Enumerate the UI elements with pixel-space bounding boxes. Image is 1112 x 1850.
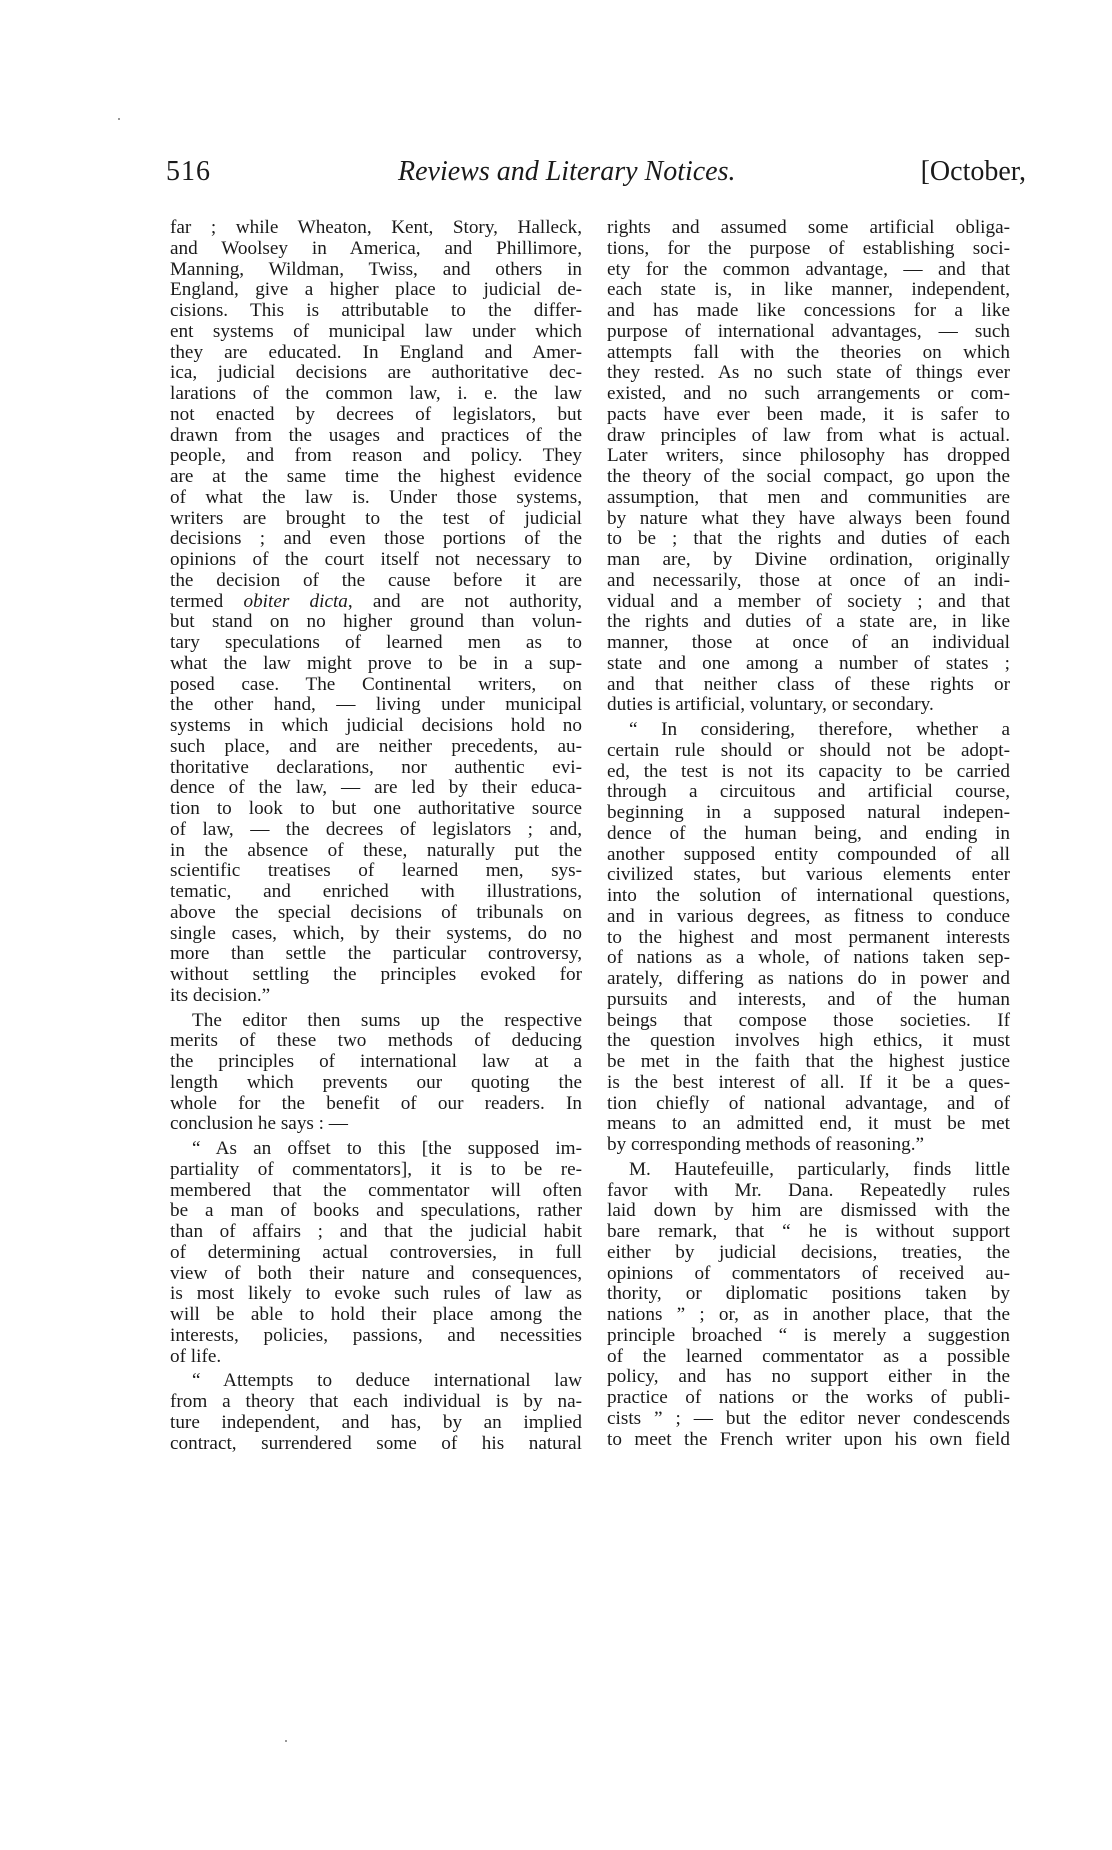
text-line: they rested. As no such state of things ever (607, 362, 1010, 384)
text-line: people, and from reason and policy. They (170, 445, 582, 467)
text-line: of law, — the decrees of legislators ; and, (170, 818, 582, 840)
text-line: the decision of the cause before it are (170, 569, 582, 591)
text-line: scientific treatises of learned men, sys- (170, 860, 582, 882)
text-line: more than settle the particular controversy, (170, 943, 582, 965)
text-line: above the special decisions of tribunals on (170, 901, 582, 923)
text-line: conclusion he says : — (170, 1113, 348, 1135)
text-line: “ Attempts to deduce international law (192, 1370, 582, 1392)
text-line: not enacted by decrees of legislators, but (170, 403, 582, 425)
text-line: dence of the law, — are led by their educa- (170, 777, 582, 799)
text-line: are at the same time the highest evidence (170, 466, 582, 487)
text-line: whole for the benefit of our readers. In (170, 1092, 582, 1114)
text-line: ica, judicial decisions are authoritative dec- (170, 362, 582, 384)
text-line: contract, surrendered some of his natural (170, 1432, 582, 1454)
text-line: far ; while Wheaton, Kent, Story, Halleck, (170, 217, 582, 238)
text-line: tion to look to but one authoritative source (170, 798, 582, 819)
text-line: purpose of international advantages, — such (607, 320, 1010, 342)
text-line: to meet the French writer upon his own field (607, 1428, 1010, 1450)
text-line: the other hand, — living under municipal (170, 694, 582, 716)
text-line: either by judicial decisions, treaties, the (607, 1241, 1010, 1263)
text-line: bare remark, that “ he is without support (607, 1221, 1010, 1242)
text-line: cists ” ; — but the editor never condescends (607, 1407, 1010, 1429)
running-header (166, 156, 1026, 192)
text-line: and that neither class of these rights or (607, 673, 1010, 695)
text-line: in the absence of these, naturally put the (170, 839, 582, 861)
text-line: cisions. This is attributable to the differ- (170, 300, 582, 321)
text-line: M. Hautefeuille, particularly, finds little (629, 1158, 1010, 1180)
text-line: each state is, in like manner, independent, (607, 279, 1010, 301)
text-line: systems in which judicial decisions hold no (170, 715, 582, 736)
text-line: be a man of books and speculations, rather (170, 1200, 582, 1222)
text-line: ture independent, and has, by an implied (170, 1411, 582, 1433)
text-line: certain rule should or should not be adopt- (607, 739, 1010, 761)
text-line: laid down by him are dismissed with the (607, 1200, 1010, 1222)
text-line: Later writers, since philosophy has dropped (607, 445, 1010, 467)
text-line: opinions of commentators of received au- (607, 1262, 1010, 1284)
text-line: drawn from the usages and practices of the (170, 424, 582, 446)
paragraph (170, 1139, 582, 1367)
text-line: means to an admitted end, it must be met (607, 1113, 1010, 1135)
text-line: will be able to hold their place among the (170, 1304, 582, 1325)
paragraph (607, 720, 1010, 1156)
text-line: of determining actual controversies, in full (170, 1241, 582, 1263)
stray-mark (285, 1740, 287, 1742)
text-line: and Woolsey in America, and Phillimore, (170, 237, 582, 259)
text-line: to the highest and most permanent interests (607, 926, 1010, 948)
text-line: manner, those at once of an individual (607, 632, 1010, 653)
text-line: partiality of commentators], it is to be re- (170, 1158, 582, 1180)
text-line: beings that compose those societies. If (607, 1009, 1010, 1031)
text-line: the question involves high ethics, it must (607, 1030, 1010, 1052)
text-line: tions, for the purpose of establishing soci- (607, 237, 1010, 259)
text-line: of what the law is. Under those systems, (170, 486, 582, 508)
text-line: view of both their nature and consequences, (170, 1262, 582, 1284)
text-line: Manning, Wildman, Twiss, and others in (170, 258, 582, 280)
text-line: of the learned commentator as a possible (607, 1345, 1010, 1367)
text-line: “ In considering, therefore, whether a (629, 719, 1010, 740)
text-line: the rights and duties of a state are, in like (607, 611, 1010, 633)
text-line: such place, and are neither precedents, au- (170, 735, 582, 757)
text-line: arately, differing as nations do in power and (607, 968, 1010, 989)
text-line: membered that the commentator will often (170, 1179, 582, 1201)
text-line: be met in the faith that the highest justice (607, 1051, 1010, 1072)
text-line: through a circuitous and artificial course, (607, 781, 1010, 803)
text-line: and in various degrees, as fitness to conduce (607, 905, 1010, 927)
right-column (607, 218, 1010, 1450)
text-line: than of affairs ; and that the judicial habit (170, 1221, 582, 1242)
text-line: by corresponding methods of reasoning.” (607, 1134, 925, 1155)
text-line: length which prevents our quoting the (170, 1071, 582, 1093)
text-line: they are educated. In England and Amer- (170, 341, 582, 363)
text-line: duties is artificial, voluntary, or secondary. (607, 694, 934, 716)
text-line: The editor then sums up the respective (192, 1009, 582, 1031)
text-line: England, give a higher place to judicial de- (170, 279, 582, 301)
text-line: thoritative declarations, nor authentic evi- (170, 756, 582, 778)
text-line: single cases, which, by their systems, do no (170, 922, 582, 944)
text-line: its decision.” (170, 984, 271, 1006)
text-line: writers are brought to the test of judicial (170, 507, 582, 529)
text-line: favor with Mr. Dana. Repeatedly rules (607, 1179, 1010, 1201)
text-line: vidual and a member of society ; and that (607, 590, 1010, 612)
text-line: is the best interest of all. If it be a ques- (607, 1071, 1010, 1093)
paragraph (607, 218, 1010, 716)
running-title: Reviews and Literary Notices. (398, 156, 736, 187)
text-line: tion chiefly of national advantage, and of (607, 1092, 1010, 1114)
italic-phrase: obiter dicta (243, 590, 348, 612)
text-line: posed case. The Continental writers, on (170, 673, 582, 695)
paragraph (170, 1011, 582, 1136)
text-line: merits of these two methods of deducing (170, 1030, 582, 1052)
text-line: and necessarily, those at once of an indi- (607, 569, 1010, 591)
text-line: into the solution of international questions, (607, 885, 1010, 906)
text-line: without settling the principles evoked for (170, 964, 582, 985)
text-line: man are, by Divine ordination, originally (607, 549, 1010, 570)
text-line: civilized states, but various elements enter (607, 864, 1010, 886)
stray-mark (118, 118, 120, 120)
text-line: larations of the common law, i. e. the law (170, 383, 582, 404)
text-line: draw principles of law from what is actual. (607, 424, 1010, 446)
text-line: pursuits and interests, and of the human (607, 988, 1010, 1010)
text-line: assumption, that men and communities are (607, 486, 1010, 508)
text-line: the principles of international law at a (170, 1051, 582, 1072)
text-line: policy, and has no support either in the (607, 1366, 1010, 1388)
text-line: another supposed entity compounded of all (607, 843, 1010, 865)
paragraph (170, 1371, 582, 1454)
text-line: tary speculations of learned men as to (170, 632, 582, 653)
text-line: tematic, and enriched with illustrations, (170, 881, 582, 902)
text-line: principle broached “ is merely a suggestion (607, 1324, 1010, 1346)
issue-month: [October, (920, 156, 1026, 187)
text-line: of life. (170, 1345, 222, 1367)
text-line: nations ” ; or, as in another place, that the (607, 1304, 1010, 1325)
text-line: from a theory that each individual is by na- (170, 1391, 582, 1412)
left-column (170, 218, 582, 1454)
text-line: by nature what they have always been found (607, 507, 1010, 529)
text-line: state and one among a number of states ; (607, 652, 1010, 674)
text-line: what the law might prove to be in a sup- (170, 652, 582, 674)
text-line: and has made like concessions for a like (607, 300, 1010, 321)
text-line: of nations as a whole, of nations taken sep- (607, 947, 1010, 969)
text-line: “ As an offset to this [the supposed im- (192, 1138, 582, 1159)
text-line: termed obiter dicta, and are not authority, (170, 590, 583, 612)
text-line: rights and assumed some artificial obliga- (607, 217, 1010, 238)
text-line: pacts have ever been made, it is safer to (607, 403, 1010, 425)
text-line: beginning in a supposed natural indepen- (607, 802, 1010, 823)
text-line: dence of the human being, and ending in (607, 822, 1010, 844)
paragraph (607, 1160, 1010, 1451)
text-line: opinions of the court itself not necessary to (170, 549, 582, 570)
text-line: practice of nations or the works of publi- (607, 1387, 1010, 1408)
text-line: attempts fall with the theories on which (607, 341, 1010, 363)
text-line: the theory of the social compact, go upon the (607, 466, 1010, 487)
text-line: existed, and no such arrangements or com- (607, 383, 1010, 404)
text-line: ety for the common advantage, — and that (607, 258, 1010, 280)
text-line: decisions ; and even those portions of the (170, 528, 582, 550)
page-number: 516 (166, 156, 211, 187)
paragraph (170, 218, 582, 1007)
text-line: to be ; that the rights and duties of each (607, 528, 1010, 550)
text-line: is most likely to evoke such rules of law as (170, 1283, 582, 1305)
text-line: thority, or diplomatic positions taken by (607, 1283, 1010, 1305)
text-line: interests, policies, passions, and necessities (170, 1324, 582, 1346)
text-line: but stand on no higher ground than volun- (170, 611, 582, 633)
text-line: ent systems of municipal law under which (170, 320, 582, 342)
text-line: ed, the test is not its capacity to be carried (607, 760, 1010, 782)
